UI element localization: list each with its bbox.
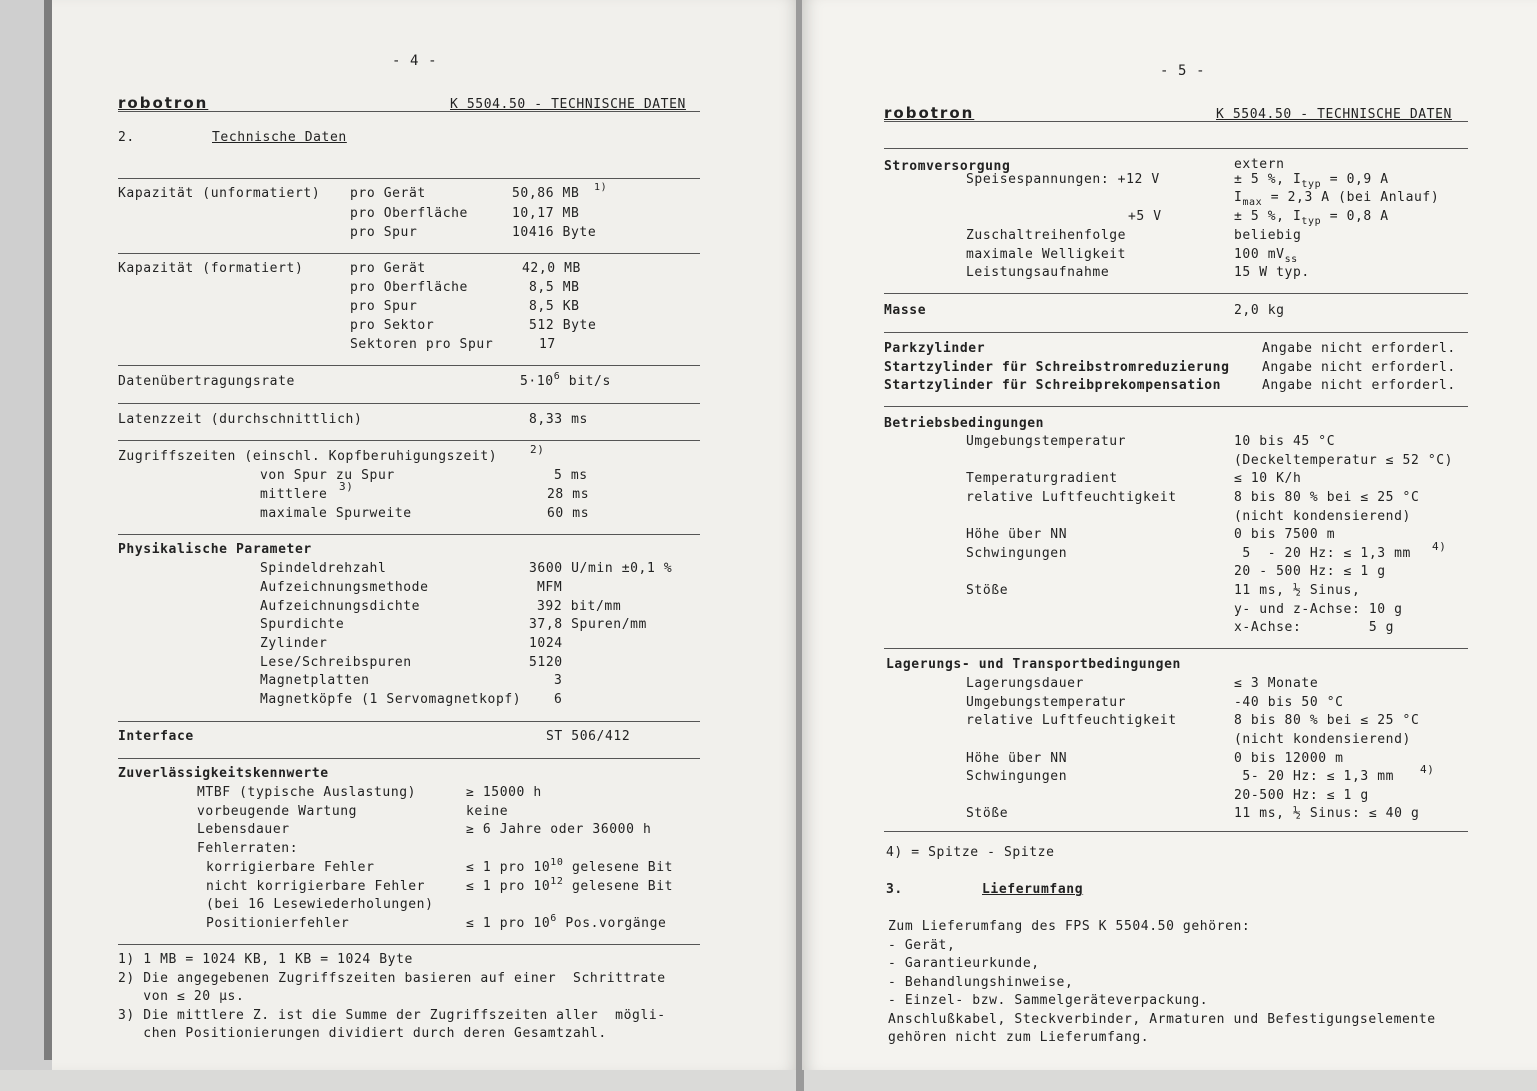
divider <box>884 148 1468 149</box>
row-name: Umgebungstemperatur <box>966 434 1127 449</box>
row-name: Schwingungen <box>966 769 1068 784</box>
page-number: - 5 - <box>1160 63 1206 79</box>
row-value: 50,86 MB <box>512 186 580 201</box>
mtbf-name: MTBF (typische Auslastung) <box>197 785 417 800</box>
interface-value: ST 506/412 <box>546 729 631 744</box>
section-title: Technische Daten <box>212 130 347 145</box>
row-name: Stöße <box>966 806 1009 821</box>
wartung-name: vorbeugende Wartung <box>197 804 358 819</box>
row-name: pro Oberfläche <box>350 280 468 295</box>
row-value: 392 bit/mm <box>537 599 622 614</box>
header-rule <box>884 121 1468 122</box>
masse-label: Masse <box>884 303 927 318</box>
startzyl-strom-label: Startzylinder für Schreibstromreduzierung <box>884 360 1230 375</box>
page-number: - 4 - <box>392 53 438 69</box>
leben-name: Lebensdauer <box>197 822 290 837</box>
row-value: (nicht kondensierend) <box>1234 732 1411 747</box>
footnote: 1) 1 MB = 1024 KB, 1 KB = 1024 Byte <box>118 952 413 967</box>
row-value: 28 ms <box>547 487 590 502</box>
row-name: Aufzeichnungsdichte <box>260 599 421 614</box>
divider <box>118 721 700 722</box>
divider <box>118 253 700 254</box>
latenz-value: 8,33 ms <box>529 412 588 427</box>
row-name: Stöße <box>966 583 1009 598</box>
lager-label: Lagerungs- und Transportbedingungen <box>886 657 1181 672</box>
zusch-value: beliebig <box>1234 228 1302 243</box>
kap-form-label: Kapazität (formatiert) <box>118 261 304 276</box>
v5-name: +5 V <box>1128 209 1162 224</box>
divider <box>884 293 1468 294</box>
footnote: 2) Die angegebenen Zugriffszeiten basieren auf einer Schrittrate <box>118 971 666 986</box>
korr-name: korrigierbare Fehler <box>206 860 375 875</box>
well-value: 100 $mV_{ss}$ <box>1234 247 1298 265</box>
divider <box>118 440 700 441</box>
row-name: mittlere <box>260 487 328 502</box>
row-value: 3 <box>554 673 563 688</box>
row-value: 5120 <box>529 655 563 670</box>
latenz-label: Latenzzeit (durchschnittlich) <box>118 412 363 427</box>
row-name: Lagerungsdauer <box>966 676 1084 691</box>
row-value: 11 ms, ½ Sinus, <box>1234 583 1361 598</box>
strom-label: Stromversorgung <box>884 159 1011 174</box>
row-value: 11 ms, ½ Sinus: ≤ 40 g <box>1234 806 1420 821</box>
strom-extern: extern <box>1234 157 1285 172</box>
zugriff-label: Zugriffszeiten (einschl. Kopfberuhigungszeit) <box>118 449 498 464</box>
row-name: pro Sektor <box>350 318 435 333</box>
zuverl-label: Zuverlässigkeitskennwerte <box>118 766 329 781</box>
row-value: 8 bis 80 % bei ≤ 25 °C <box>1234 490 1420 505</box>
divider <box>884 406 1468 407</box>
section-number: 3. <box>886 882 903 897</box>
wartung-value: keine <box>466 804 509 819</box>
row-value: 5 - 20 Hz: ≤ 1,3 mm <box>1234 546 1411 561</box>
leben-value: ≥ 6 Jahre oder 36000 h <box>466 822 652 837</box>
liefer-line: gehören nicht zum Lieferumfang. <box>888 1030 1150 1045</box>
row-value: ≤ 10 K/h <box>1234 471 1302 486</box>
pos-value: ≤ 1 pro $10^6$ Pos.vorgänge <box>466 913 667 931</box>
pos-name: Positionierfehler <box>206 916 350 931</box>
leist-name: Leistungsaufnahme <box>966 265 1110 280</box>
startzyl-prek-value: Angabe nicht erforderl. <box>1262 378 1456 393</box>
row-name: Spindeldrehzahl <box>260 561 387 576</box>
section-title: Lieferumfang <box>982 882 1084 897</box>
row-name: Spurdichte <box>260 617 345 632</box>
phys-label: Physikalische Parameter <box>118 542 312 557</box>
scan-background <box>0 1070 1537 1091</box>
divider <box>884 831 1468 832</box>
row-value: 10 bis 45 °C <box>1234 434 1336 449</box>
nkorr-value: ≤ 1 pro $10^{12}$ gelesene Bit <box>466 876 674 894</box>
liefer-line: - Einzel- bzw. Sammelgeräteverpackung. <box>888 993 1209 1008</box>
divider <box>118 944 700 945</box>
row-value: (Deckeltemperatur ≤ 52 °C) <box>1234 453 1454 468</box>
row-name: pro Spur <box>350 225 418 240</box>
speise-name: Speisespannungen: +12 V <box>966 172 1160 187</box>
row-name: pro Gerät <box>350 186 426 201</box>
footnote-ref: 4) <box>1432 540 1447 553</box>
liefer-line: Anschlußkabel, Steckverbinder, Armaturen und Befestigungselemente <box>888 1012 1436 1027</box>
divider <box>118 403 700 404</box>
section-number: 2. <box>118 130 135 145</box>
row-value: 0 bis 12000 m <box>1234 751 1344 766</box>
row-value: 0 bis 7500 m <box>1234 527 1336 542</box>
row-name: Lese/Schreibspuren <box>260 655 412 670</box>
v12-value: ± 5 %, $I_{typ} = 0,9$ A <box>1234 172 1389 190</box>
kap-unf-label: Kapazität (unformatiert) <box>118 186 321 201</box>
row-name: Höhe über NN <box>966 751 1068 766</box>
row-value: 10,17 MB <box>512 206 580 221</box>
robotron-logo: robotron <box>884 104 975 122</box>
footnote: 3) Die mittlere Z. ist die Summe der Zugriffszeiten aller mögli- <box>118 1008 666 1023</box>
row-value: -40 bis 50 °C <box>1234 695 1344 710</box>
liefer-line: - Garantieurkunde, <box>888 956 1040 971</box>
divider <box>118 365 700 366</box>
row-value: y- und z-Achse: 10 g <box>1234 602 1403 617</box>
footnote: chen Positionierungen dividiert durch deren Gesamtzahl. <box>118 1026 607 1041</box>
well-name: maximale Welligkeit <box>966 247 1127 262</box>
row-value: 10416 Byte <box>512 225 597 240</box>
nkorr-name: nicht korrigierbare Fehler <box>206 879 426 894</box>
row-name: Schwingungen <box>966 546 1068 561</box>
row-value: 6 <box>554 692 563 707</box>
row-value: ≤ 3 Monate <box>1234 676 1319 691</box>
row-value: 3600 U/min ±0,1 % <box>529 561 673 576</box>
row-value: MFM <box>537 580 563 595</box>
row-value: 8,5 MB <box>529 280 580 295</box>
row-value: 8,5 KB <box>529 299 580 314</box>
row-value: 1024 <box>529 636 563 651</box>
startzyl-strom-value: Angabe nicht erforderl. <box>1262 360 1456 375</box>
liefer-line: Zum Lieferumfang des FPS K 5504.50 gehören: <box>888 919 1251 934</box>
park-label: Parkzylinder <box>884 341 986 356</box>
divider <box>884 332 1468 333</box>
footnote-ref: 1) <box>594 182 608 193</box>
row-value: 5 ms <box>554 468 588 483</box>
row-name: Magnetköpfe (1 Servomagnetkopf) <box>260 692 522 707</box>
row-value: 17 <box>539 337 556 352</box>
mtbf-value: ≥ 15000 h <box>466 785 542 800</box>
row-name: Sektoren pro Spur <box>350 337 494 352</box>
row-value: x-Achse: 5 g <box>1234 620 1395 635</box>
footnote-ref: 4) <box>1420 763 1435 776</box>
row-value: 20 - 500 Hz: ≤ 1 g <box>1234 564 1386 579</box>
header-rule <box>118 111 700 112</box>
korr-value: ≤ 1 pro $10^{10}$ gelesene Bit <box>466 857 674 875</box>
leist-value: 15 W typ. <box>1234 265 1310 280</box>
divider <box>118 534 700 535</box>
interface-label: Interface <box>118 729 194 744</box>
liefer-line: - Behandlungshinweise, <box>888 975 1074 990</box>
row-name: von Spur zu Spur <box>260 468 395 483</box>
row-name: relative Luftfeuchtigkeit <box>966 490 1177 505</box>
row-name: pro Spur <box>350 299 418 314</box>
zusch-name: Zuschaltreihenfolge <box>966 228 1127 243</box>
bei-note: (bei 16 Lesewiederholungen) <box>206 897 434 912</box>
page-left <box>52 0 800 1070</box>
page-right <box>802 0 1537 1070</box>
divider <box>118 758 700 759</box>
row-value: 42,0 MB <box>522 261 581 276</box>
row-name: Zylinder <box>260 636 328 651</box>
row-name: Höhe über NN <box>966 527 1068 542</box>
footnote-ref: 2) <box>530 443 545 456</box>
row-name: Aufzeichnungsmethode <box>260 580 429 595</box>
row-name: relative Luftfeuchtigkeit <box>966 713 1177 728</box>
row-name: pro Gerät <box>350 261 426 276</box>
row-value: 20-500 Hz: ≤ 1 g <box>1234 788 1369 803</box>
liefer-line: - Gerät, <box>888 938 956 953</box>
park-value: Angabe nicht erforderl. <box>1262 341 1456 356</box>
footnote: von ≤ 20 µs. <box>118 989 245 1004</box>
row-name: pro Oberfläche <box>350 206 468 221</box>
divider <box>884 648 1468 649</box>
imax-value: $I_{max} = 2,3$ A (bei Anlauf) <box>1234 190 1440 208</box>
masse-value: 2,0 kg <box>1234 303 1285 318</box>
datenrate-label: Datenübertragungsrate <box>118 374 295 389</box>
startzyl-prek-label: Startzylinder für Schreibprekompensation <box>884 378 1222 393</box>
row-value: 60 ms <box>547 506 590 521</box>
header-title: K 5504.50 - TECHNISCHE DATEN <box>1216 107 1452 122</box>
row-value: (nicht kondensierend) <box>1234 509 1411 524</box>
v5-value: ± 5 %, $I_{typ} = 0,8$ A <box>1234 209 1389 227</box>
header-title: K 5504.50 - TECHNISCHE DATEN <box>450 97 686 112</box>
row-value: 37,8 Spuren/mm <box>529 617 647 632</box>
row-name: maximale Spurweite <box>260 506 412 521</box>
robotron-logo: robotron <box>118 94 209 112</box>
footnote-ref: 3) <box>339 480 354 493</box>
row-value: 5- 20 Hz: ≤ 1,3 mm <box>1234 769 1395 784</box>
divider <box>118 178 700 179</box>
footnote-4: 4) = Spitze - Spitze <box>886 845 1055 860</box>
fehler-label: Fehlerraten: <box>197 841 299 856</box>
row-value: 512 Byte <box>529 318 597 333</box>
row-name: Umgebungstemperatur <box>966 695 1127 710</box>
row-name: Temperaturgradient <box>966 471 1118 486</box>
row-value: 8 bis 80 % bei ≤ 25 °C <box>1234 713 1420 728</box>
row-name: Magnetplatten <box>260 673 370 688</box>
datenrate-value: $5\cdot 10^6$ bit/s <box>520 371 611 389</box>
betrieb-label: Betriebsbedingungen <box>884 416 1045 431</box>
